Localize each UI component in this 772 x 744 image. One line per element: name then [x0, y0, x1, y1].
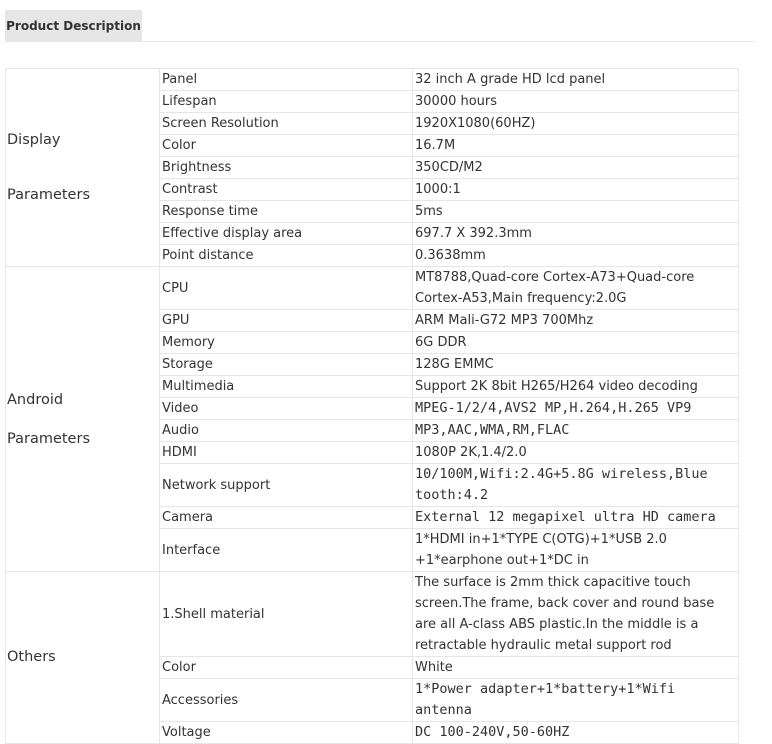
spec-value-line: +1*earphone out+1*DC in [415, 553, 589, 568]
spec-key: Lifespan [160, 91, 413, 113]
spec-value [413, 464, 739, 507]
spec-value: 16.7M [413, 135, 739, 157]
spec-key: Screen Resolution [160, 113, 413, 135]
spec-value: 697.7 X 392.3mm [413, 223, 739, 245]
spec-value: White [413, 657, 739, 679]
spec-key: Audio [160, 420, 413, 442]
spec-value: Support 2K 8bit H265/H264 video decoding [413, 376, 739, 398]
spec-value-line: MT8788,Quad-core Cortex-A73+Quad-core [415, 270, 695, 285]
spec-value-line: The surface is 2mm thick capacitive touch [415, 575, 691, 590]
spec-value-line: 10/100M,Wifi:2.4G+5.8G wireless,Blue [415, 466, 708, 482]
spec-key: Multimedia [160, 376, 413, 398]
spec-key: Color [160, 135, 413, 157]
spec-value: 350CD/M2 [413, 157, 739, 179]
spec-value: 30000 hours [413, 91, 739, 113]
spec-value-line: retractable hydraulic metal support rod [415, 638, 672, 653]
spec-key: Memory [160, 332, 413, 354]
group-label-line: Android [7, 391, 64, 408]
spec-value: 1080P 2K,1.4/2.0 [413, 442, 739, 464]
tab-product-description[interactable]: Product Description [5, 10, 142, 42]
table-row [6, 267, 739, 310]
spec-key: Contrast [160, 179, 413, 201]
spec-value: MP3,AAC,WMA,RM,FLAC [413, 420, 739, 442]
spec-value: 0.3638mm [413, 245, 739, 267]
group-label-display [6, 69, 160, 267]
group-label-line: Display [7, 132, 61, 148]
spec-key: Interface [160, 529, 413, 572]
spec-key: Storage [160, 354, 413, 376]
spec-key: Video [160, 398, 413, 420]
spec-key: Network support [160, 464, 413, 507]
spec-key: Voltage [160, 722, 413, 744]
table-row [6, 69, 739, 91]
spec-value [413, 267, 739, 310]
spec-value-line: are all A-class ABS plastic.In the middle is a [415, 617, 699, 632]
group-label-android [6, 267, 160, 572]
spec-value: 6G DDR [413, 332, 739, 354]
group-label-line: Parameters [7, 430, 90, 447]
spec-value: DC 100-240V,50-60HZ [413, 722, 739, 744]
spec-key: Panel [160, 69, 413, 91]
spec-value: 32 inch A grade HD lcd panel [413, 69, 739, 91]
spec-key: CPU [160, 267, 413, 310]
spec-value-line: 1*HDMI in+1*TYPE C(OTG)+1*USB 2.0 [415, 532, 667, 547]
spec-key: Camera [160, 507, 413, 529]
spec-table [5, 68, 739, 744]
spec-value: MPEG-1/2/4,AVS2 MP,H.264,H.265 VP9 [413, 398, 739, 420]
group-label-others: Others [6, 572, 160, 744]
spec-key: Color [160, 657, 413, 679]
group-label-line: Parameters [7, 187, 90, 203]
spec-value [413, 529, 739, 572]
spec-key: Accessories [160, 679, 413, 722]
spec-value: ARM Mali-G72 MP3 700Mhz [413, 310, 739, 332]
spec-key: Response time [160, 201, 413, 223]
spec-value-line: screen.The frame, back cover and round base [415, 596, 715, 611]
spec-key: HDMI [160, 442, 413, 464]
spec-value-line: Cortex-A53,Main frequency:2.0G [415, 291, 627, 306]
spec-key: GPU [160, 310, 413, 332]
spec-key: Brightness [160, 157, 413, 179]
spec-value: 1*Power adapter+1*battery+1*Wifi antenna [413, 679, 739, 722]
spec-value [413, 572, 739, 657]
spec-value: 1920X1080(60HZ) [413, 113, 739, 135]
spec-key: 1.Shell material [160, 572, 413, 657]
spec-key: Effective display area [160, 223, 413, 245]
spec-value: 5ms [413, 201, 739, 223]
spec-value: External 12 megapixel ultra HD camera [413, 507, 739, 529]
spec-key: Point distance [160, 245, 413, 267]
table-row [6, 572, 739, 657]
spec-value: 128G EMMC [413, 354, 739, 376]
spec-value-line: tooth:4.2 [415, 487, 489, 503]
tab-bar [5, 10, 755, 42]
spec-value: 1000:1 [413, 179, 739, 201]
